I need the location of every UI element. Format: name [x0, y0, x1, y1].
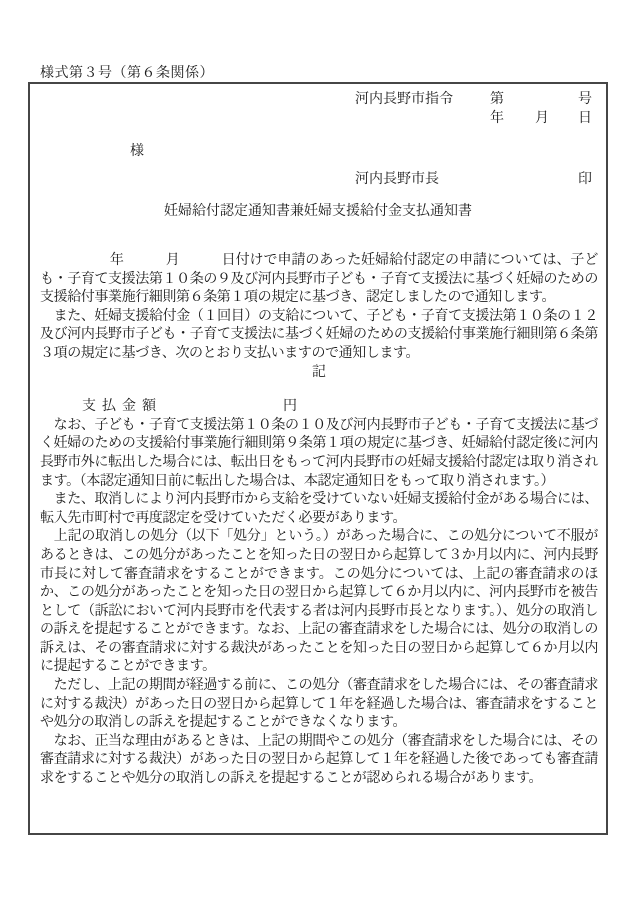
form-number-label: 様式第３号（第６条関係） — [40, 66, 214, 81]
payment-amount-unit-yen: 円 — [283, 399, 297, 415]
payment-amount-blank — [165, 398, 280, 415]
paragraph-appeal-exception: なお、正当な理由があるときは、上記の期間やこの処分（審査請求をした場合には、その審査請求に対する裁決）があった日の翌日から起算して１年を経過した後であっても審査請求をすることや処分の取消しの訴えを提起することが認められる場合があります。 — [40, 733, 598, 787]
issue-date-year-label: 年 — [490, 111, 504, 126]
issue-date-day-blank — [551, 107, 576, 124]
paragraph-recertification-required: また、取消しにより河内長野市から支給を受けていない妊婦支援給付金がある場合には、転入先市町村で再度認定を受けていただく必要があります。 — [40, 492, 598, 526]
issue-date-day-label: 日 — [578, 111, 592, 126]
payment-amount-label: 支払金額 — [82, 399, 162, 415]
paragraph-revocation-on-moveout: なお、子ども・子育て支援法第１０条の１０及び河内長野市子ども・子育て支援法に基づく妊婦のための支援給付事業施行細則第９条第１項の規定に基づき、妊婦給付認定後に河内長野市外に転出した場合には、転出日をもって河内長野市の妊婦支援給付認定は取り消されます。（本認定通知日前に転出した場合は、本認定通知日をもって取り消されます。） — [40, 417, 598, 489]
seal-placeholder-label: 印 — [578, 172, 592, 187]
document-title: 妊婦給付認定通知書兼妊婦支援給付金支払通知書 — [164, 204, 472, 219]
addressee-honorific-label: 様 — [130, 144, 144, 159]
directive-number-prefix: 第 — [490, 92, 504, 107]
paragraph-appeal-deadline: ただし、上記の期間が経過する前に、この処分（審査請求をした場合には、その審査請求に対する裁決）があった日の翌日から起算して１年を経過した場合は、審査請求をすることや処分の取消しの訴えを提起することができなくなります。 — [40, 678, 598, 731]
addressee-name-blank — [42, 140, 128, 157]
directive-issuer-label: 河内長野市指令 — [355, 92, 453, 107]
document-body — [40, 252, 598, 789]
issue-date-year-blank — [430, 107, 488, 124]
issue-date-month-blank — [506, 107, 533, 124]
paragraph-payment-notice: また、妊婦支援給付金（１回目）の支給について、子ども・子育て支援法第１０条の１２及び河内長野市子ども・子育て支援法に基づく妊婦のための支援給付事業施行細則第６条第３項の規定に基づき、次のとおり支払いますので通知します。 — [40, 308, 598, 361]
issue-date-month-label: 月 — [535, 111, 549, 126]
paragraph-certification-notice: 年 月 日付けで申請のあった妊婦給付認定の申請については、子ども・子育て支援法第１０条の９及び河内長野市子ども・子育て支援法に基づく妊婦のための支援給付事業施行細則第６条第１項の規定に基づき、認定しましたので通知します。 — [40, 253, 598, 306]
document-border-box — [28, 82, 608, 835]
paragraph-appeal-rights: 上記の取消しの処分（以下「処分」という。）があった場合に、この処分について不服があるときは、この処分があったことを知った日の翌日から起算して３か月以内に、河内長野市長に対して審査請求をすることができます。この処分については、上記の審査請求のほか、この処分があったことを知った日の翌日から起算して６か月以内に、河内長野市を被告として（訴訟において河内長野市を代表する者は河内長野市長となります。）、処分の取消しの訴えを提起することができます。なお、上記の審査請求をした場合には、処分の取消しの訴えは、その審査請求に対する裁決があったことを知った日の翌日から起算して６か月以内に提起することができます。 — [40, 529, 598, 675]
issuer-mayor-label: 河内長野市長 — [355, 172, 439, 187]
payment-amount-row — [40, 398, 598, 417]
directive-number-suffix: 号 — [578, 92, 592, 107]
ki-record-marker: 記 — [312, 364, 326, 380]
directive-number-blank — [506, 88, 576, 105]
